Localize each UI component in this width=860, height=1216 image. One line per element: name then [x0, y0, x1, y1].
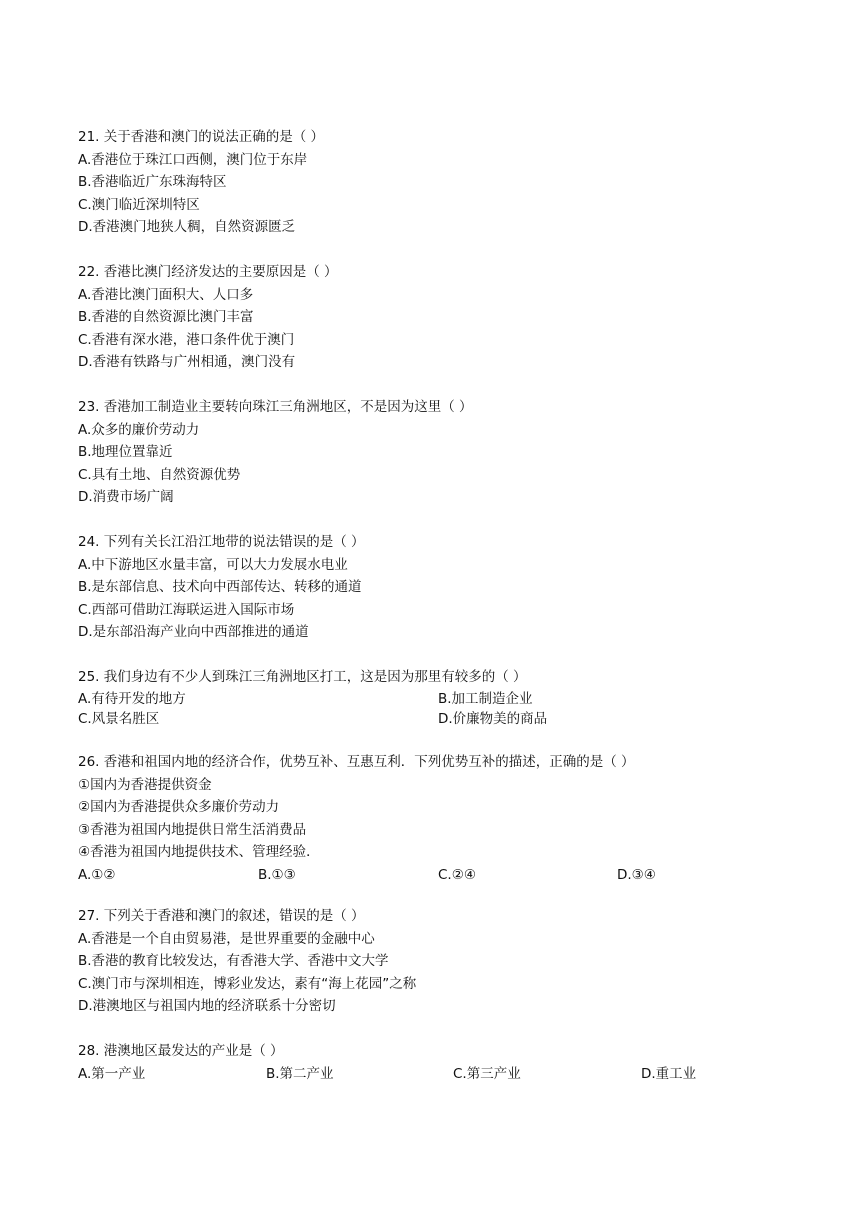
- question-28: [78, 1040, 778, 1085]
- question-stem: 28. 港澳地区最发达的产业是（ ）: [78, 1043, 284, 1059]
- option-d: D.重工业: [641, 1065, 697, 1082]
- option-a: A.中下游地区水量丰富，可以大力发展水电业: [78, 556, 348, 573]
- option-d: D.香港有铁路与广州相通，澳门没有: [78, 354, 296, 370]
- question-25: [78, 666, 778, 729]
- option-c: C.西部可借助江海联运进入国际市场: [78, 601, 295, 618]
- option-a: A.①②: [78, 866, 116, 883]
- option-a: A.第一产业: [78, 1065, 146, 1082]
- question-stem: 24. 下列有关长江沿江地带的说法错误的是（ ）: [78, 534, 365, 550]
- option-c: C.澳门临近深圳特区: [78, 196, 200, 213]
- option-b: B.香港的教育比较发达，有香港大学、香港中文大学: [78, 953, 389, 969]
- options-row: [78, 864, 778, 887]
- option-d: D.价廉物美的商品: [438, 710, 548, 727]
- option-d: D.香港澳门地狭人稠，自然资源匮乏: [78, 219, 296, 235]
- option-b: B.①③: [258, 866, 296, 883]
- option-b: B.地理位置靠近: [78, 444, 173, 460]
- option-b: B.香港临近广东珠海特区: [78, 174, 227, 190]
- statement-2: ②国内为香港提供众多廉价劳动力: [78, 799, 280, 815]
- question-stem: 23. 香港加工制造业主要转向珠江三角洲地区，不是因为这里（ ）: [78, 399, 473, 415]
- question-24: [78, 531, 778, 644]
- option-b: B.香港的自然资源比澳门丰富: [78, 309, 254, 325]
- options-row: [78, 1063, 778, 1086]
- statement-4: ④香港为祖国内地提供技术、管理经验．: [78, 844, 320, 860]
- option-c: C.②④: [438, 866, 476, 883]
- option-a: A.有待开发的地方: [78, 690, 186, 707]
- question-stem: 25. 我们身边有不少人到珠江三角洲地区打工，这是因为那里有较多的（ ）: [78, 669, 527, 685]
- option-c: C.香港有深水港，港口条件优于澳门: [78, 331, 295, 348]
- statement-3: ③香港为祖国内地提供日常生活消费品: [78, 821, 307, 838]
- statement-1: ①国内为香港提供资金: [78, 776, 212, 793]
- question-stem: 27. 下列关于香港和澳门的叙述，错误的是（ ）: [78, 908, 365, 924]
- option-d: D.③④: [617, 866, 656, 883]
- option-d: D.是东部沿海产业向中西部推进的通道: [78, 624, 309, 640]
- option-a: A.香港比澳门面积大、人口多: [78, 286, 254, 303]
- option-b: B.第二产业: [266, 1065, 334, 1082]
- option-d: D.消费市场广阔: [78, 489, 174, 505]
- question-22: [78, 261, 778, 374]
- option-b: B.加工制造企业: [438, 690, 533, 707]
- question-21: [78, 126, 778, 239]
- option-a: A.香港位于珠江口西侧，澳门位于东岸: [78, 151, 308, 168]
- question-stem: 21. 关于香港和澳门的说法正确的是（ ）: [78, 129, 325, 145]
- options-row: [78, 709, 778, 729]
- option-c: C.风景名胜区: [78, 710, 160, 727]
- option-d: D.港澳地区与祖国内地的经济联系十分密切: [78, 998, 336, 1014]
- option-a: A.众多的廉价劳动力: [78, 421, 200, 438]
- option-c: C.第三产业: [453, 1065, 521, 1082]
- question-stem: 26. 香港和祖国内地的经济合作，优势互补、互惠互利．下列优势互补的描述，正确的是（ ）: [78, 754, 635, 770]
- question-23: [78, 396, 778, 509]
- options-row: [78, 689, 778, 709]
- option-b: B.是东部信息、技术向中西部传达、转移的通道: [78, 579, 362, 595]
- option-a: A.香港是一个自由贸易港，是世界重要的金融中心: [78, 930, 375, 947]
- question-26: [78, 751, 778, 886]
- option-c: C.澳门市与深圳相连，博彩业发达，素有“海上花园”之称: [78, 975, 417, 992]
- question-27: [78, 905, 778, 1018]
- question-stem: 22. 香港比澳门经济发达的主要原因是（ ）: [78, 264, 338, 280]
- option-c: C.具有土地、自然资源优势: [78, 466, 241, 483]
